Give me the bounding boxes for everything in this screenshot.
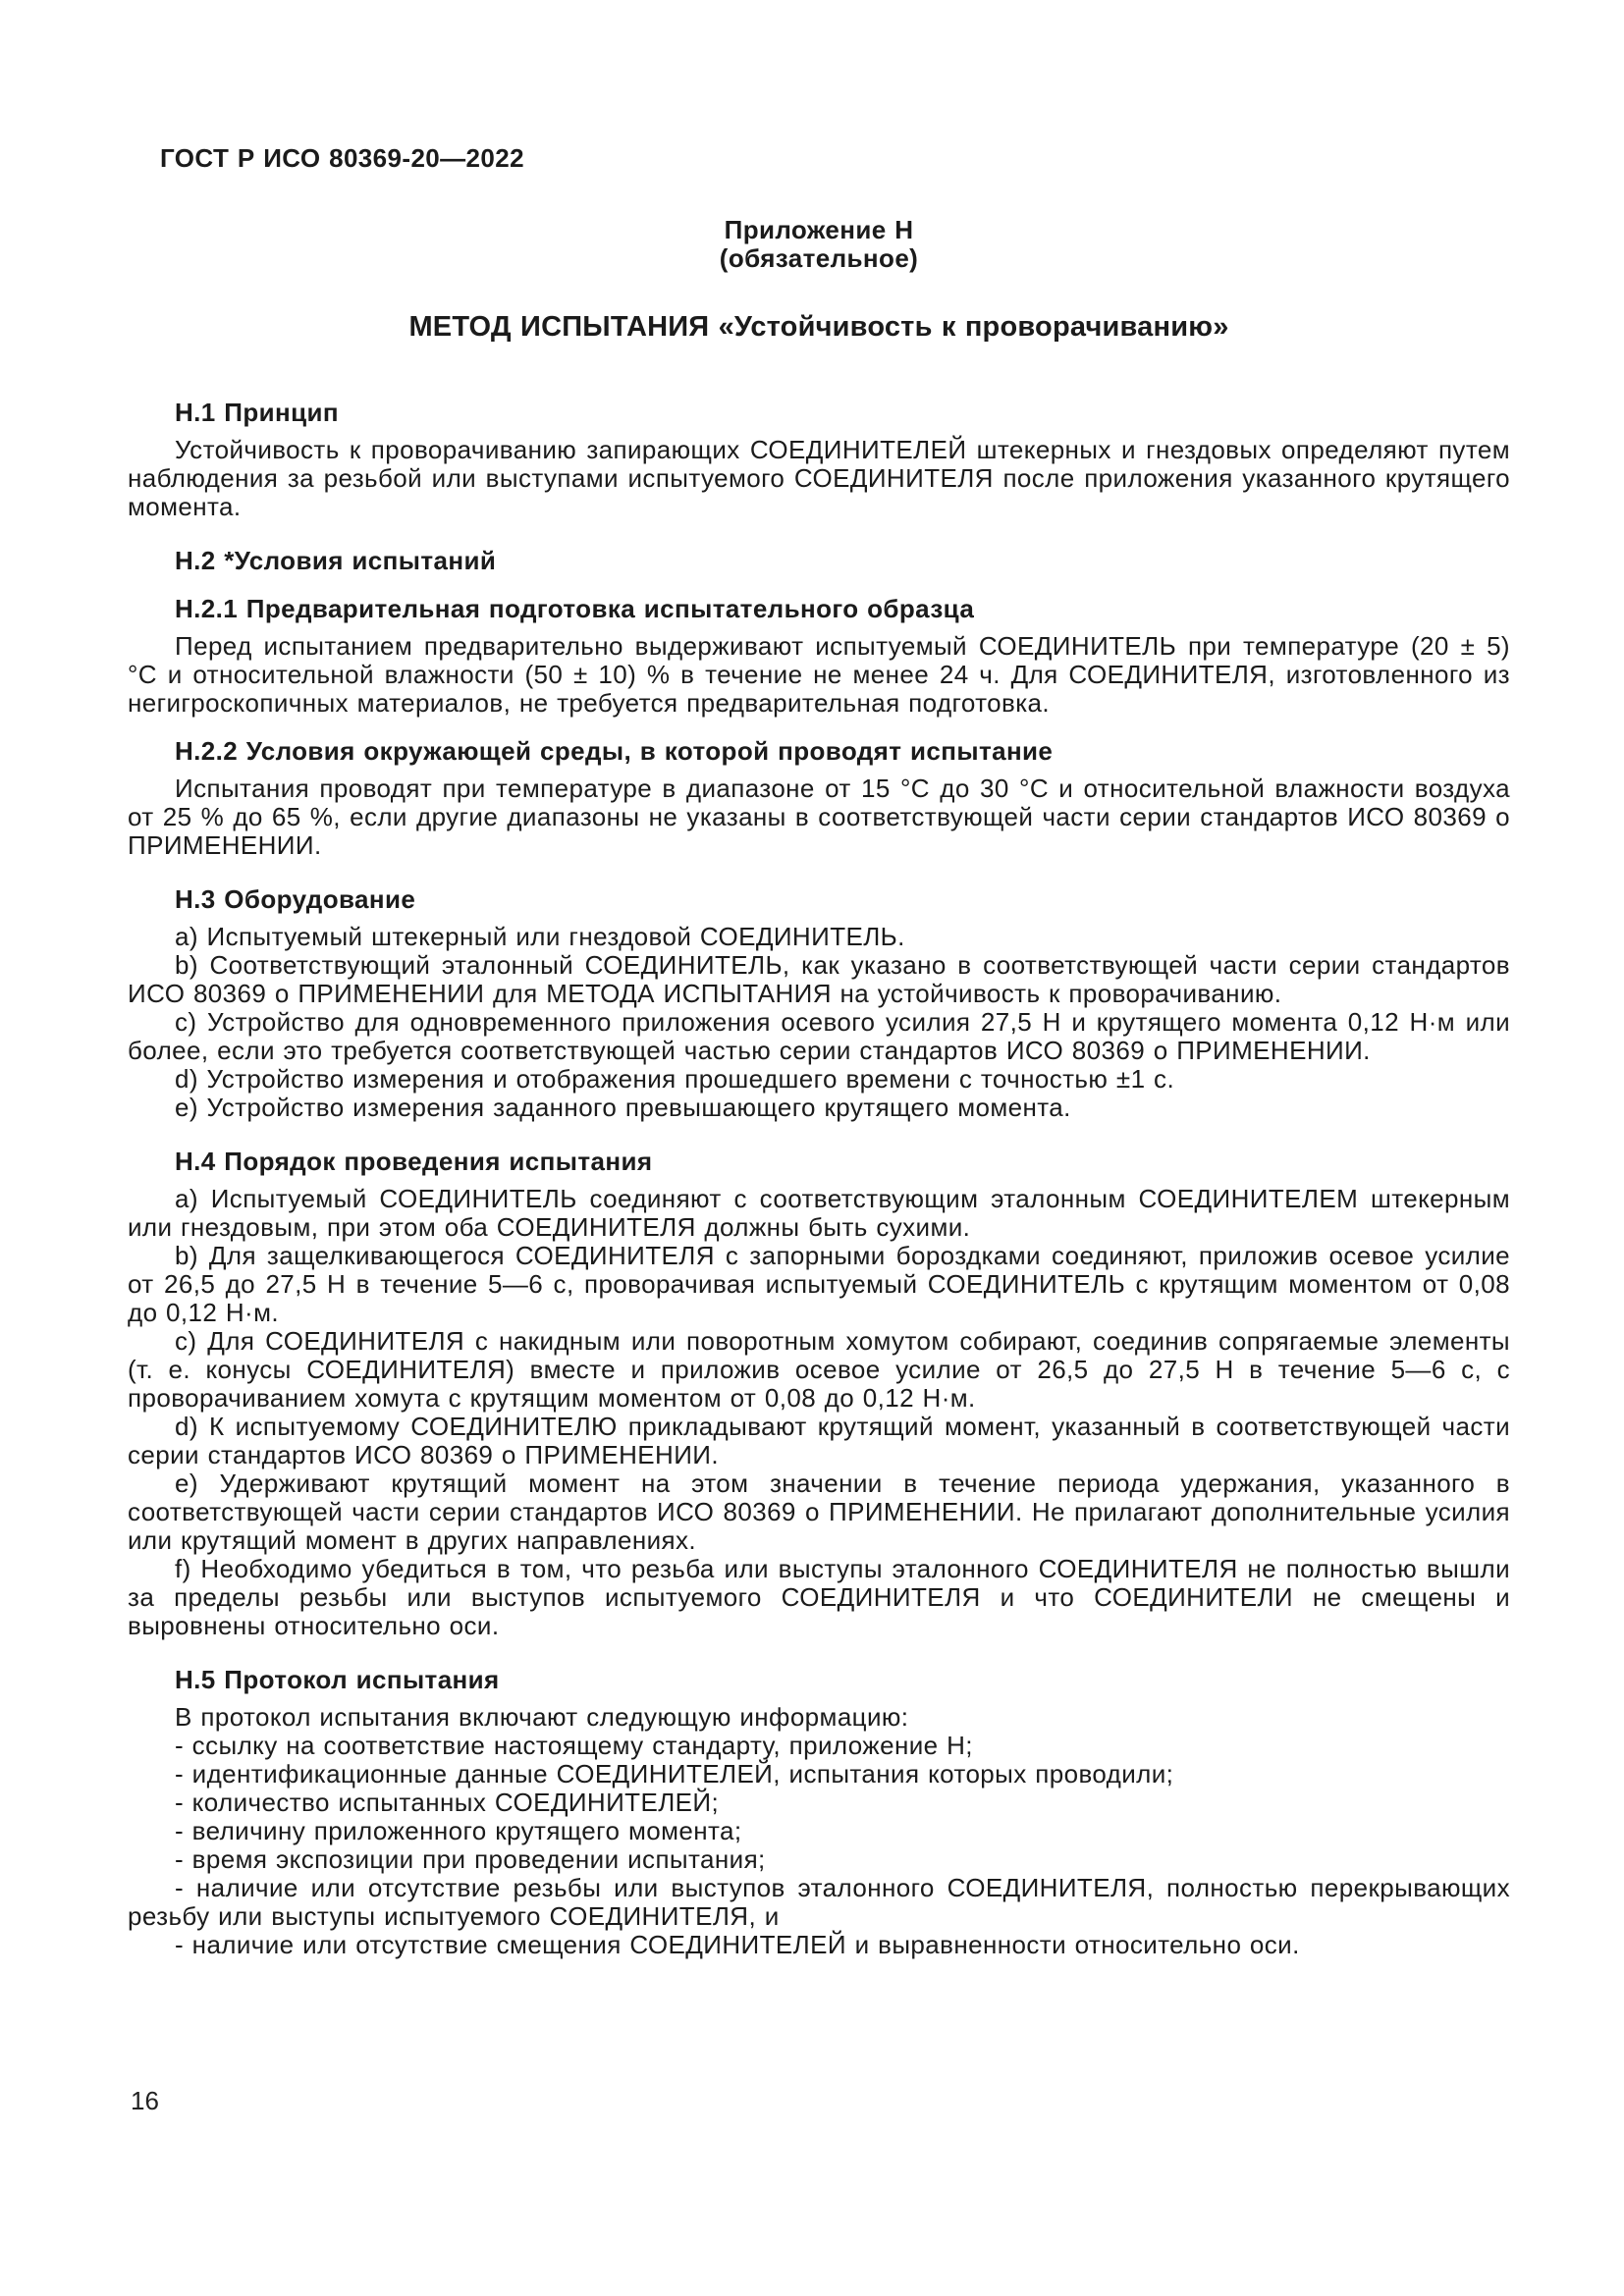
subsection-heading-h2-1: Н.2.1 Предварительная подготовка испытательного образца [175,594,975,623]
section-h2 [128,547,1510,860]
list-item: e) Удерживают крутящий момент на этом значении в течение периода удержания, указанного в соответствующей части серии стандартов ИСО 80369 о ПРИМЕНЕНИИ. Не прилагают дополнительные усилия или крутящий момент в других направлениях. [128,1468,1510,1555]
list-item: d) Устройство измерения и отображения прошедшего времени с точностью ±1 с. [175,1064,1175,1094]
annex-obligation: (обязательное) [719,243,919,273]
section-h1 [128,399,1510,521]
subsection-heading-h2-2: Н.2.2 Условия окружающей среды, в которой проводят испытание [175,736,1054,766]
paragraph: Устойчивость к проворачиванию запирающих СОЕДИНИТЕЛЕЙ штекерных и гнездовых определяют путем наблюдения за резьбой или выступами испытуемого СОЕДИНИТЕЛЯ после приложения указанного крутящего момента. [128,435,1510,521]
subsection-h2-1 [128,595,1510,718]
section-h5 [128,1666,1510,1959]
paragraph: Испытания проводят при температуре в диапазоне от 15 °С до 30 °С и относительной влажности воздуха от 25 % до 65 %, если другие диапазоны не указаны в соответствующей части серии стандартов ИСО 80369 о ПРИМЕНЕНИИ. [128,774,1510,860]
list-item: a) Испытуемый СОЕДИНИТЕЛЬ соединяют с соответствующим эталонным СОЕДИНИТЕЛЕМ штекерным или гнездовым, при этом оба СОЕДИНИТЕЛЯ должны быть сухими. [128,1184,1510,1242]
section-h4 [128,1148,1510,1640]
paragraph: Перед испытанием предварительно выдерживают испытуемый СОЕДИНИТЕЛЬ при температуре (20 ± 5) °С и относительной влажности (50 ± 10) % в течение не менее 24 ч. Для СОЕДИНИТЕЛЯ, изготовленного из негигроскопичных материалов, не требуется предварительная подготовка. [128,631,1510,718]
section-heading-h2: Н.2 *Условия испытаний [175,546,497,575]
list-item: - идентификационные данные СОЕДИНИТЕЛЕЙ, испытания которых проводили; [175,1759,1174,1789]
list-item: - наличие или отсутствие резьбы или выступов эталонного СОЕДИНИТЕЛЯ, полностью перекрывающих резьбу или выступы испытуемого СОЕДИНИТЕЛЯ, и [128,1873,1510,1931]
standard-designation: ГОСТ Р ИСО 80369-20—2022 [160,143,525,173]
document-title: МЕТОД ИСПЫТАНИЯ «Устойчивость к проворачиванию» [408,311,1229,343]
list-item: - время экспозиции при проведении испытания; [175,1844,766,1874]
list-item: a) Испытуемый штекерный или гнездовой СОЕДИНИТЕЛЬ. [175,922,905,951]
list-item: f) Необходимо убедиться в том, что резьба или выступы эталонного СОЕДИНИТЕЛЯ не полностью вышли за пределы резьбы или выступов испытуемого СОЕДИНИТЕЛЯ и что СОЕДИНИТЕЛИ не смещены и выровнены относительно оси. [128,1554,1510,1640]
list-item: d) К испытуемому СОЕДИНИТЕЛЮ прикладывают крутящий момент, указанный в соответствующей части серии стандартов ИСО 80369 о ПРИМЕНЕНИИ. [128,1412,1510,1469]
list-item: - количество испытанных СОЕДИНИТЕЛЕЙ; [175,1788,720,1817]
list-item: - величину приложенного крутящего момента; [175,1816,742,1845]
list-item: - наличие или отсутствие смещения СОЕДИНИТЕЛЕЙ и выравненности относительно оси. [175,1930,1300,1959]
list-item: b) Для защелкивающегося СОЕДИНИТЕЛЯ с запорными бороздками соединяют, приложив осевое усилие от 26,5 до 27,5 Н в течение 5—6 с, проворачивая испытуемый СОЕДИНИТЕЛЬ с крутящим моментом от 0,08 до 0,12 Н·м. [128,1241,1510,1327]
paragraph: В протокол испытания включают следующую информацию: [175,1702,909,1732]
annex-label: Приложение Н [724,215,914,244]
list-item: c) Для СОЕДИНИТЕЛЯ с накидным или поворотным хомутом собирают, соединив сопрягаемые элементы (т. е. конусы СОЕДИНИТЕЛЯ) вместе и приложив осевое усилие от 26,5 до 27,5 Н в течение 5—6 с, с проворачиванием хомута с крутящим моментом от 0,08 до 0,12 Н·м. [128,1326,1510,1413]
section-heading-h5: Н.5 Протокол испытания [175,1665,500,1694]
section-heading-h3: Н.3 Оборудование [175,884,416,914]
list-item: c) Устройство для одновременного приложения осевого усилия 27,5 Н и крутящего момента 0,12 Н·м или более, если это требуется соответствующей частью серии стандартов ИСО 80369 о ПРИМЕНЕНИИ. [128,1007,1510,1065]
list-item: - ссылку на соответствие настоящему стандарту, приложение Н; [175,1731,973,1760]
section-heading-h4: Н.4 Порядок проведения испытания [175,1147,653,1176]
page-number: 16 [131,2086,159,2115]
section-h3 [128,885,1510,1122]
list-item: b) Соответствующий эталонный СОЕДИНИТЕЛЬ, как указано в соответствующей части серии стандартов ИСО 80369 о ПРИМЕНЕНИИ для МЕТОДА ИСПЫТАНИЯ на устойчивость к проворачиванию. [128,950,1510,1008]
list-item: e) Устройство измерения заданного превышающего крутящего момента. [175,1093,1071,1122]
subsection-h2-2 [128,737,1510,860]
section-heading-h1: Н.1 Принцип [175,398,340,427]
